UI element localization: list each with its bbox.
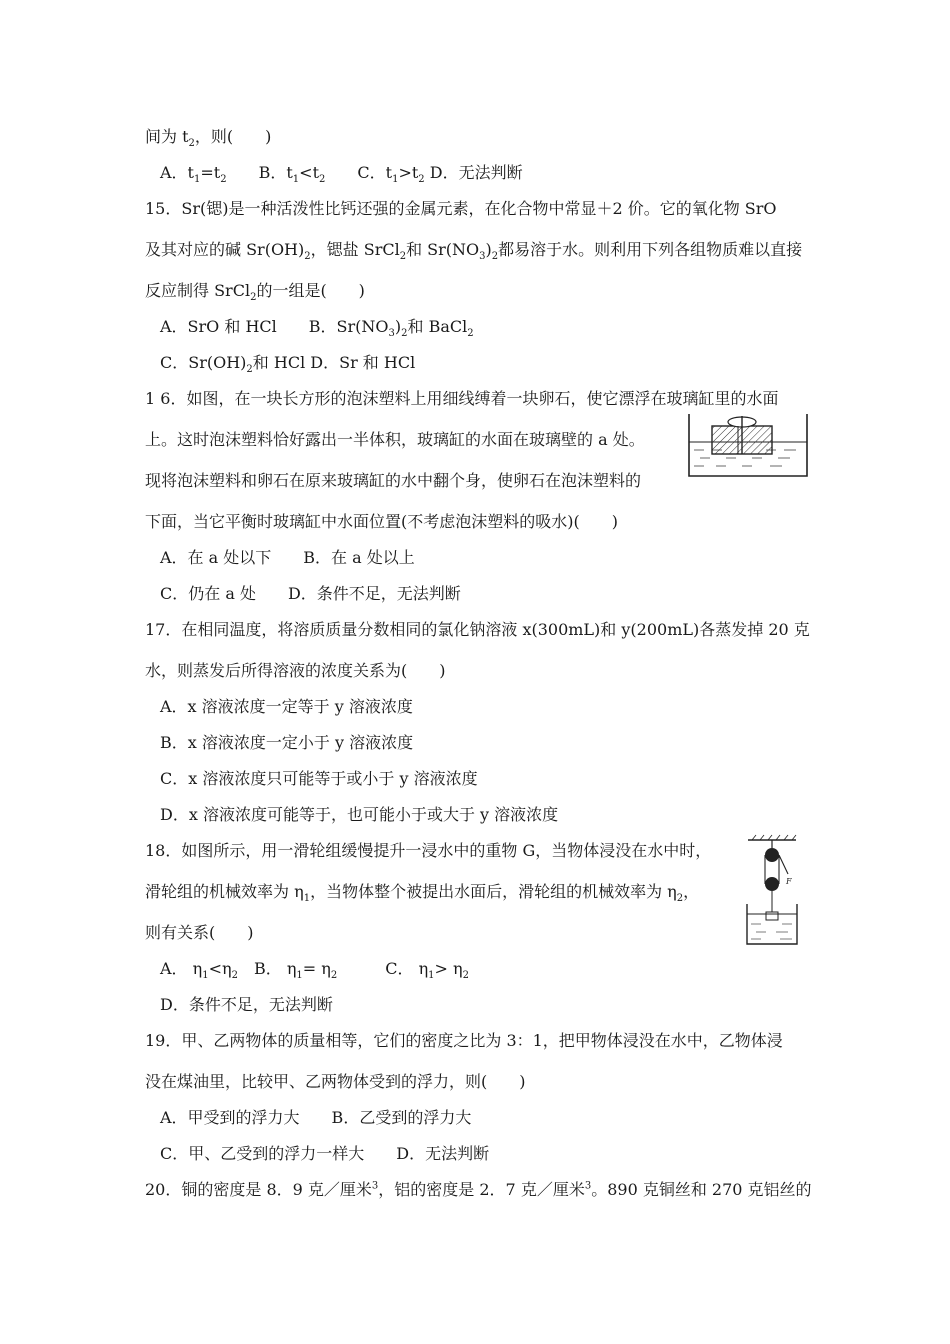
- q14-stem-end: 间为 $t_2$，则( ): [145, 127, 272, 150]
- q18-line3: 则有关系( ): [145, 923, 254, 942]
- q16-line1: 1 6．如图，在一块长方形的泡沫塑料上用细线缚着一块卵石，使它漂浮在玻璃缸里的水面: [145, 389, 779, 408]
- q19-options-cd: C．甲、乙受到的浮力一样大 D．无法判断: [160, 1144, 490, 1163]
- q15-line1: 15．Sr(锶)是一种活泼性比钙还强的金属元素，在化合物中常显＋2 价。它的氧化物 SrO: [145, 199, 777, 218]
- q16-options-ab: A．在 a 处以下 B．在 a 处以上: [160, 548, 415, 567]
- q19-line2: 没在煤油里，比较甲、乙两物体受到的浮力，则( ): [145, 1072, 526, 1091]
- q18-force-label: F: [786, 877, 792, 886]
- q18-options-abc: A． $\eta_1<\eta_2$ B． $\eta_1= \eta_2$ C． $\eta_1> \eta_2$: [160, 959, 469, 982]
- q17-line2: 水，则蒸发后所得溶液的浓度关系为( ): [145, 661, 446, 680]
- q15-options-cd: C．$Sr(OH)_2$和 HCl D．Sr 和 HCl: [160, 353, 416, 376]
- q16-line3: 现将泡沫塑料和卵石在原来玻璃缸的水中翻个身，使卵石在泡沫塑料的: [145, 471, 642, 490]
- q17-option-d: D．x 溶液浓度可能等于，也可能小于或大于 y 溶液浓度: [160, 805, 559, 824]
- q14-options: A．$t_1=t_2$ B．$t_1<t_2$ C．$t_1>t_2$ D．无法判断: [160, 163, 523, 186]
- q15-line3: 反应制得 SrCl$_2$的一组是( ): [145, 281, 365, 304]
- q16-line4: 下面，当它平衡时玻璃缸中水面位置(不考虑泡沫塑料的吸水)( ): [145, 512, 618, 531]
- q16-line2: 上。这时泡沫塑料恰好露出一半体积，玻璃缸的水面在玻璃壁的 a 处。: [145, 430, 645, 449]
- q17-option-a: A．x 溶液浓度一定等于 y 溶液浓度: [160, 697, 413, 716]
- q18-option-d: D．条件不足，无法判断: [160, 995, 333, 1014]
- q15-options-ab: A．SrO 和 HCl B．$Sr(NO_3)_2$和 BaCl$_2$: [160, 317, 474, 340]
- q15-line2: 及其对应的碱 $Sr(OH)_2$，锶盐 SrCl$_2$和 $Sr(NO_3)_2$都易溶于水。则利用下列各组物质难以直接: [145, 240, 803, 263]
- q16-tank-figure: [686, 412, 810, 478]
- q17-option-b: B．x 溶液浓度一定小于 y 溶液浓度: [160, 733, 414, 752]
- q17-line1: 17．在相同温度，将溶质质量分数相同的氯化钠溶液 x(300mL)和 y(200mL)各蒸发掉 20 克: [145, 620, 810, 639]
- q19-options-ab: A．甲受到的浮力大 B．乙受到的浮力大: [160, 1108, 472, 1127]
- q18-line2: 滑轮组的机械效率为 $\eta_1$，当物体整个被提出水面后，滑轮组的机械效率为 $\eta_2$，: [145, 882, 700, 905]
- q16-options-cd: C．仍在 a 处 D．条件不足，无法判断: [160, 584, 461, 603]
- q18-pulley-figure: [744, 834, 800, 946]
- q17-option-c: C．x 溶液浓度只可能等于或小于 y 溶液浓度: [160, 769, 478, 788]
- q18-line1: 18．如图所示，用一滑轮组缓慢提升一浸水中的重物 G，当物体浸没在水中时，: [145, 841, 712, 860]
- q20-line1: 20．铜的密度是 8．9 克／厘米$^3$，铝的密度是 2．7 克／厘米$^3$。890 克铜丝和 270 克铝丝的: [145, 1180, 812, 1199]
- q19-line1: 19．甲、乙两物体的质量相等，它们的密度之比为 3：1，把甲物体浸没在水中，乙物体浸: [145, 1031, 783, 1050]
